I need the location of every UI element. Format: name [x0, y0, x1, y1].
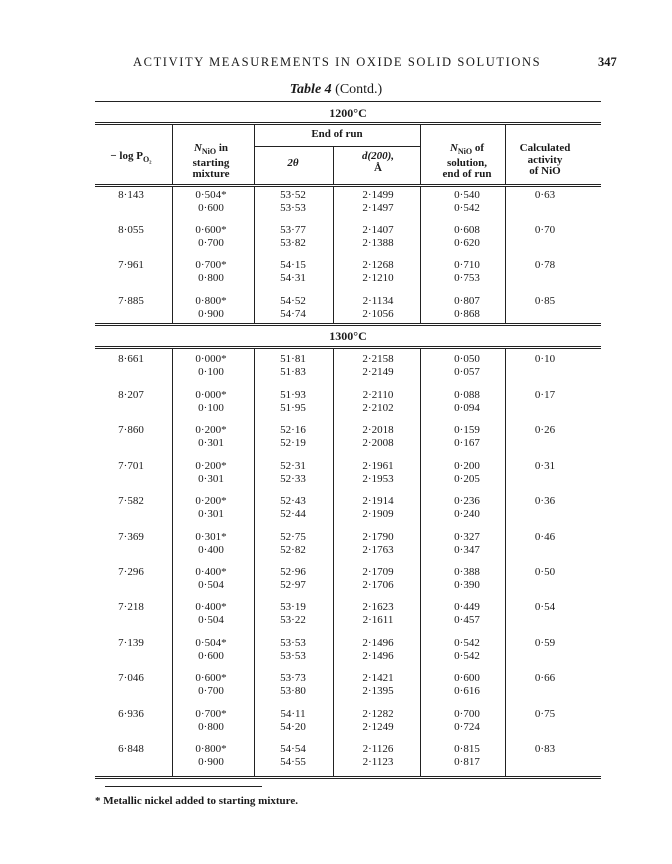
cell-n-solution: 0·542	[454, 650, 480, 662]
cell-two-theta: 52·31	[280, 460, 306, 472]
cell-two-theta: 53·22	[280, 614, 306, 626]
cell-activity: 0·59	[534, 637, 556, 649]
cell-d200: 2·1763	[362, 544, 394, 556]
cell-two-theta: 54·54	[280, 743, 306, 755]
cell-two-theta: 53·80	[280, 685, 306, 697]
cell-log-po2: 8·661	[118, 353, 144, 365]
section-rule	[95, 348, 601, 349]
cell-two-theta: 53·53	[280, 650, 306, 662]
column-separator	[420, 186, 421, 323]
cell-two-theta: 52·44	[280, 508, 306, 520]
cell-two-theta: 51·95	[280, 402, 306, 414]
header-two-theta: 2θ	[287, 157, 299, 169]
cell-d200: 2·1407	[362, 224, 394, 236]
cell-n-solution: 0·540	[454, 189, 480, 201]
cell-n-start: 0·400*	[195, 566, 227, 578]
cell-two-theta: 53·53	[280, 637, 306, 649]
cell-n-start: 0·800	[198, 272, 224, 284]
cell-d200: 2·1395	[362, 685, 394, 697]
cell-n-solution: 0·620	[454, 237, 480, 249]
cell-activity: 0·54	[534, 601, 556, 613]
cell-n-start: 0·600*	[195, 224, 227, 236]
cell-log-po2: 7·582	[118, 495, 144, 507]
column-separator	[172, 186, 173, 323]
cell-d200: 2·2018	[362, 424, 394, 436]
cell-n-solution: 0·347	[454, 544, 480, 556]
cell-d200: 2·1790	[362, 531, 394, 543]
cell-n-start: 0·301*	[195, 531, 227, 543]
cell-log-po2: 6·848	[118, 743, 144, 755]
cell-two-theta: 53·77	[280, 224, 306, 236]
header-n-sol-n: N	[449, 142, 458, 154]
cell-n-solution: 0·710	[454, 259, 480, 271]
cell-activity: 0·50	[534, 566, 556, 578]
cell-log-po2: 8·143	[118, 189, 144, 201]
column-separator	[420, 124, 421, 184]
cell-two-theta: 52·33	[280, 473, 306, 485]
header-log-po2-sub: O₂	[142, 155, 152, 165]
cell-n-start: 0·100	[198, 366, 224, 378]
cell-d200: 2·1496	[362, 637, 394, 649]
cell-d200: 2·2008	[362, 437, 394, 449]
cell-n-solution: 0·327	[454, 531, 480, 543]
cell-n-start: 0·700*	[195, 708, 227, 720]
cell-d200: 2·1421	[362, 672, 394, 684]
section-rule	[95, 122, 601, 123]
cell-d200: 2·1961	[362, 460, 394, 472]
cell-n-solution: 0·700	[454, 708, 480, 720]
footnote-rule	[105, 786, 262, 787]
cell-d200: 2·2102	[362, 402, 394, 414]
header-n-start-n: N	[193, 142, 202, 154]
header-bottom-rule	[95, 186, 601, 187]
header-activity-line3: of NiO	[529, 165, 561, 177]
cell-n-start: 0·400	[198, 544, 224, 556]
cell-two-theta: 53·19	[280, 601, 306, 613]
cell-n-solution: 0·868	[454, 308, 480, 320]
cell-n-solution: 0·449	[454, 601, 480, 613]
cell-d200: 2·2149	[362, 366, 394, 378]
column-separator	[254, 124, 255, 184]
cell-two-theta: 51·83	[280, 366, 306, 378]
cell-d200: 2·1388	[362, 237, 394, 249]
cell-n-solution: 0·542	[454, 202, 480, 214]
cell-activity: 0·85	[534, 295, 556, 307]
cell-n-start: 0·504	[198, 579, 224, 591]
cell-activity: 0·17	[534, 389, 556, 401]
cell-d200: 2·1268	[362, 259, 394, 271]
header-activity-line2: activity	[527, 153, 563, 166]
cell-two-theta: 54·11	[280, 708, 306, 720]
table-label: Table 4	[289, 82, 332, 97]
table-top-rule	[95, 101, 601, 102]
cell-n-start: 0·400*	[195, 601, 227, 613]
cell-activity: 0·78	[534, 259, 556, 271]
column-separator	[333, 348, 334, 776]
cell-n-solution: 0·724	[454, 721, 480, 733]
cell-activity: 0·75	[534, 708, 556, 720]
cell-d200: 2·2110	[362, 389, 394, 401]
cell-n-solution: 0·167	[454, 437, 480, 449]
cell-n-solution: 0·200	[454, 460, 480, 472]
cell-n-start: 0·200*	[195, 495, 227, 507]
cell-n-start: 0·700*	[195, 259, 227, 271]
header-bottom-rule	[95, 184, 601, 185]
cell-n-start: 0·800	[198, 721, 224, 733]
cell-n-solution: 0·388	[454, 566, 480, 578]
cell-two-theta: 52·16	[280, 424, 306, 436]
cell-d200: 2·2158	[362, 353, 394, 365]
cell-d200: 2·1953	[362, 473, 394, 485]
cell-log-po2: 8·207	[118, 389, 144, 401]
header-activity-line1: Calculated	[519, 142, 571, 154]
cell-n-solution: 0·094	[454, 402, 480, 414]
cell-n-solution: 0·050	[454, 353, 480, 365]
page-number: 347	[598, 55, 617, 69]
cell-d200: 2·1134	[362, 295, 394, 307]
cell-n-solution: 0·616	[454, 685, 480, 697]
header-n-start-in: in	[216, 142, 229, 154]
cell-two-theta: 54·52	[280, 295, 306, 307]
cell-d200: 2·1126	[362, 743, 394, 755]
cell-two-theta: 51·81	[280, 353, 306, 365]
cell-two-theta: 52·96	[280, 566, 306, 578]
header-n-start-sub: NiO	[201, 147, 217, 157]
table-bottom-rule	[95, 776, 601, 777]
cell-n-solution: 0·159	[454, 424, 480, 436]
cell-log-po2: 7·046	[118, 672, 144, 684]
cell-n-solution: 0·088	[454, 389, 480, 401]
cell-n-solution: 0·542	[454, 637, 480, 649]
end-of-run-rule	[254, 146, 420, 147]
section-title: 1300°C	[329, 329, 367, 343]
header-n-start-line2: starting	[192, 156, 230, 169]
cell-two-theta: 53·53	[280, 202, 306, 214]
cell-n-start: 0·900	[198, 756, 224, 768]
cell-log-po2: 7·860	[118, 424, 144, 436]
cell-n-start: 0·000*	[195, 353, 227, 365]
cell-n-start: 0·301	[198, 508, 224, 520]
cell-activity: 0·10	[534, 353, 556, 365]
cell-two-theta: 53·73	[280, 672, 306, 684]
column-separator	[420, 348, 421, 776]
cell-d200: 2·1914	[362, 495, 394, 507]
cell-n-solution: 0·240	[454, 508, 480, 520]
cell-d200: 2·1623	[362, 601, 394, 613]
cell-log-po2: 7·885	[118, 295, 144, 307]
header-n-sol-line2: solution,	[446, 156, 488, 169]
cell-log-po2: 7·961	[118, 259, 144, 271]
column-separator	[333, 146, 334, 184]
cell-d200: 2·1249	[362, 721, 394, 733]
cell-n-solution: 0·807	[454, 295, 480, 307]
header-n-sol-line3: end of run	[442, 168, 492, 181]
cell-activity: 0·46	[534, 531, 556, 543]
cell-n-start: 0·900	[198, 308, 224, 320]
column-separator	[505, 348, 506, 776]
cell-two-theta: 52·97	[280, 579, 306, 591]
cell-two-theta: 52·43	[280, 495, 306, 507]
section-title: 1200°C	[329, 106, 367, 120]
cell-log-po2: 7·296	[118, 566, 144, 578]
cell-n-start: 0·600	[198, 202, 224, 214]
header-log-po2-text: − log P	[110, 150, 143, 162]
cell-activity: 0·26	[534, 424, 556, 436]
cell-d200: 2·1056	[362, 308, 394, 320]
header-d200-line1: d(200),	[361, 150, 395, 162]
cell-two-theta: 54·55	[280, 756, 306, 768]
cell-n-solution: 0·817	[454, 756, 480, 768]
cell-n-solution: 0·236	[454, 495, 480, 507]
column-separator	[505, 186, 506, 323]
cell-n-start: 0·700	[198, 685, 224, 697]
cell-d200: 2·1709	[362, 566, 394, 578]
cell-log-po2: 7·369	[118, 531, 144, 543]
header-n-sol-of: of	[472, 142, 485, 154]
column-separator	[254, 186, 255, 323]
section-rule	[95, 124, 601, 125]
cell-d200: 2·1496	[362, 650, 394, 662]
cell-n-start: 0·800*	[195, 295, 227, 307]
cell-n-solution: 0·753	[454, 272, 480, 284]
header-n-solution	[425, 143, 509, 181]
column-separator	[254, 348, 255, 776]
cell-log-po2: 8·055	[118, 224, 144, 236]
cell-two-theta: 53·52	[280, 189, 306, 201]
cell-n-start: 0·000*	[195, 389, 227, 401]
cell-n-start: 0·200*	[195, 460, 227, 472]
cell-n-solution: 0·608	[454, 224, 480, 236]
header-d200	[338, 151, 418, 174]
cell-d200: 2·1282	[362, 708, 394, 720]
cell-two-theta: 54·31	[280, 272, 306, 284]
cell-two-theta: 54·74	[280, 308, 306, 320]
cell-n-start: 0·200*	[195, 424, 227, 436]
table-bottom-rule	[95, 778, 601, 779]
cell-two-theta: 51·93	[280, 389, 306, 401]
cell-n-solution: 0·457	[454, 614, 480, 626]
section-rule	[95, 325, 601, 326]
running-title: ACTIVITY MEASUREMENTS IN OXIDE SOLID SOLUTIONS	[133, 55, 542, 69]
column-separator	[172, 348, 173, 776]
cell-n-start: 0·700	[198, 237, 224, 249]
cell-activity: 0·36	[534, 495, 556, 507]
cell-n-start: 0·504	[198, 614, 224, 626]
cell-n-start: 0·504*	[195, 637, 227, 649]
cell-n-start: 0·301	[198, 437, 224, 449]
cell-d200: 2·1123	[362, 756, 394, 768]
cell-log-po2: 7·218	[118, 601, 144, 613]
header-n-start	[173, 143, 249, 181]
table-caption-suffix: (Contd.)	[331, 82, 383, 97]
cell-log-po2: 7·139	[118, 637, 144, 649]
cell-n-start: 0·504*	[195, 189, 227, 201]
column-separator	[333, 186, 334, 323]
cell-activity: 0·83	[534, 743, 556, 755]
cell-n-solution: 0·390	[454, 579, 480, 591]
cell-n-start: 0·301	[198, 473, 224, 485]
cell-activity: 0·70	[534, 224, 556, 236]
cell-two-theta: 54·15	[280, 259, 306, 271]
cell-activity: 0·66	[534, 672, 556, 684]
cell-n-solution: 0·600	[454, 672, 480, 684]
cell-log-po2: 6·936	[118, 708, 144, 720]
header-n-start-line3: mixture	[192, 168, 230, 181]
cell-n-start: 0·600	[198, 650, 224, 662]
header-n-sol-sub: NiO	[457, 147, 473, 157]
cell-n-start: 0·600*	[195, 672, 227, 684]
cell-d200: 2·1706	[362, 579, 394, 591]
cell-n-start: 0·800*	[195, 743, 227, 755]
cell-d200: 2·1497	[362, 202, 394, 214]
footnote: * Metallic nickel added to starting mixture.	[95, 795, 298, 807]
cell-d200: 2·1909	[362, 508, 394, 520]
header-d200-line2: Å	[374, 161, 382, 174]
header-end-of-run: End of run	[311, 128, 363, 140]
table-caption	[0, 82, 672, 98]
cell-two-theta: 52·75	[280, 531, 306, 543]
cell-two-theta: 52·82	[280, 544, 306, 556]
section-rule	[95, 323, 601, 324]
cell-d200: 2·1611	[362, 614, 394, 626]
cell-n-start: 0·100	[198, 402, 224, 414]
header-log-po2	[91, 151, 171, 166]
cell-two-theta: 52·19	[280, 437, 306, 449]
cell-n-solution: 0·815	[454, 743, 480, 755]
cell-n-solution: 0·057	[454, 366, 480, 378]
cell-d200: 2·1210	[362, 272, 394, 284]
cell-two-theta: 54·20	[280, 721, 306, 733]
cell-two-theta: 53·82	[280, 237, 306, 249]
cell-log-po2: 7·701	[118, 460, 144, 472]
cell-activity: 0·31	[534, 460, 556, 472]
cell-d200: 2·1499	[362, 189, 394, 201]
cell-n-solution: 0·205	[454, 473, 480, 485]
cell-activity: 0·63	[534, 189, 556, 201]
section-rule	[95, 346, 601, 347]
header-activity	[505, 143, 585, 178]
